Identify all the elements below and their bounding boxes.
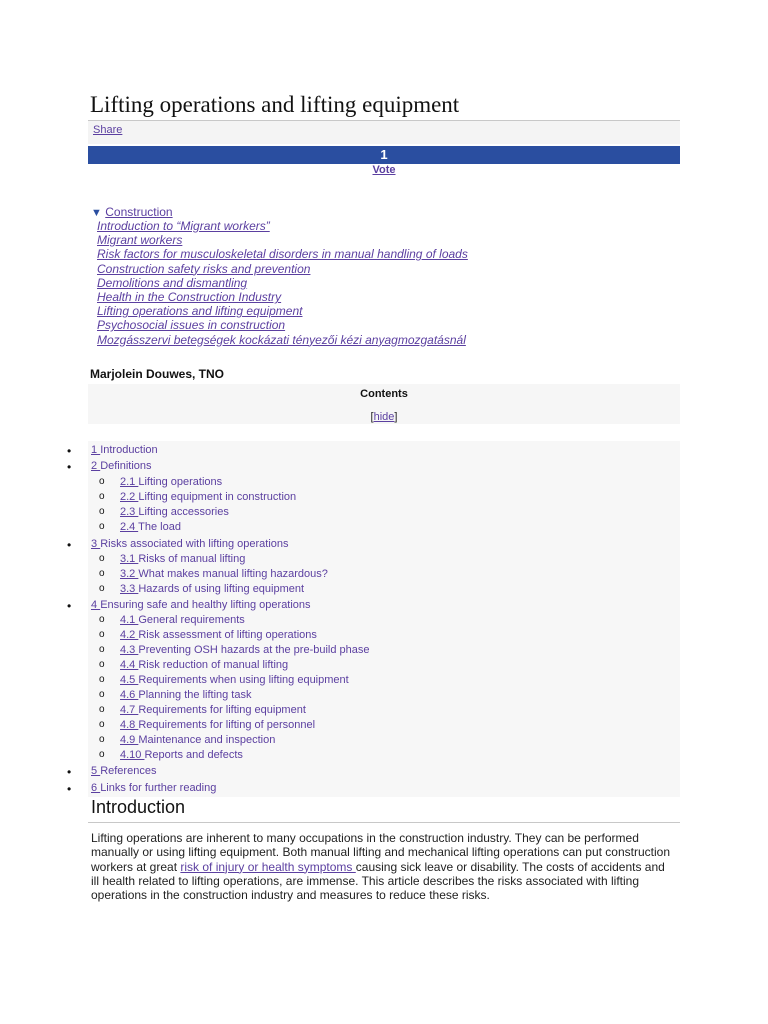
section-divider: [88, 822, 680, 823]
toc-number: 4.8: [120, 719, 139, 731]
toc-title: Contents: [360, 388, 408, 400]
toc-link[interactable]: [120, 734, 275, 746]
circle-bullet-icon: o: [99, 704, 105, 715]
toc-link[interactable]: [120, 749, 243, 761]
toc-number: 4.9: [120, 734, 139, 746]
toc-label: Maintenance and inspection: [138, 734, 276, 746]
toc-item: [0, 583, 768, 598]
section-heading-introduction: Introduction: [91, 797, 186, 817]
category-article-link[interactable]: Psychosocial issues in construction: [97, 318, 286, 333]
circle-bullet-icon: o: [99, 644, 105, 655]
toc-number: 2.3: [120, 506, 139, 518]
circle-bullet-icon: o: [99, 614, 105, 625]
toc-label: Lifting equipment in construction: [138, 491, 297, 503]
toc-number: 4.3: [120, 644, 139, 656]
share-link[interactable]: Share: [93, 124, 123, 136]
circle-bullet-icon: o: [99, 506, 105, 517]
toc-link[interactable]: [120, 689, 252, 701]
circle-bullet-icon: o: [99, 674, 105, 685]
toc-label: Planning the lifting task: [138, 689, 252, 701]
toc-number: 3.1: [120, 553, 139, 565]
toc-item: [0, 644, 768, 659]
toc-hide-link[interactable]: hide: [373, 411, 395, 423]
toc-item: [0, 521, 768, 536]
toc-link[interactable]: [120, 491, 296, 503]
circle-bullet-icon: o: [99, 719, 105, 730]
toc-label: Ensuring safe and healthy lifting operations: [100, 599, 311, 611]
risk-of-injury-link[interactable]: risk of injury or health symptoms: [180, 859, 356, 874]
toc-number: 4.10: [120, 749, 145, 761]
bracket-open: [: [370, 411, 374, 423]
toc-number: 4.4: [120, 659, 139, 671]
intro-text-after: causing sick leave or disability. The costs of accidents and ill health related to lifting operations, are immense. This article describes the risks associated with lifting operations in the construction industry and measures to reduce these risks.: [91, 859, 665, 903]
toc-number: 4.1: [120, 614, 139, 626]
toc-number: 4: [91, 599, 101, 611]
toc-link[interactable]: [120, 719, 315, 731]
triangle-down-icon: ▼: [91, 207, 102, 219]
toc-label: Definitions: [100, 460, 152, 472]
category-article-link[interactable]: Lifting operations and lifting equipment: [97, 304, 303, 319]
toc-link[interactable]: [120, 583, 304, 595]
toc-item: [0, 506, 768, 521]
toc-link[interactable]: [120, 629, 317, 641]
category-article-link[interactable]: Mozgásszervi betegségek kockázati tényezői kézi anyagmozgatásnál: [97, 332, 466, 347]
toc-label: Lifting accessories: [138, 506, 229, 518]
circle-bullet-icon: o: [99, 629, 105, 640]
circle-bullet-icon: o: [99, 491, 105, 502]
toc-item: [0, 689, 768, 704]
toc-link[interactable]: [120, 521, 181, 533]
bullet-icon: •: [67, 460, 72, 474]
toc-number: 2.1: [120, 476, 139, 488]
bullet-icon: •: [67, 782, 72, 796]
circle-bullet-icon: o: [99, 734, 105, 745]
toc-item: [0, 599, 768, 614]
circle-bullet-icon: o: [99, 568, 105, 579]
category-toggle[interactable]: [91, 205, 173, 219]
circle-bullet-icon: o: [99, 583, 105, 594]
toc-label: Risks of manual lifting: [138, 553, 246, 565]
intro-paragraph: [91, 831, 671, 902]
toc-number: 2.4: [120, 521, 139, 533]
toc-label: Requirements when using lifting equipment: [138, 674, 349, 686]
circle-bullet-icon: o: [99, 553, 105, 564]
vote-link[interactable]: Vote: [372, 164, 396, 176]
page-title: Lifting operations and lifting equipment: [90, 92, 460, 117]
circle-bullet-icon: o: [99, 659, 105, 670]
category-article-link[interactable]: Health in the Construction Industry: [97, 290, 282, 305]
toc-item: [0, 629, 768, 644]
toc-item: [0, 674, 768, 689]
toc-number: 1: [91, 444, 101, 456]
toc-item: [0, 659, 768, 674]
toc-label: Introduction: [100, 444, 158, 456]
toc-link[interactable]: [91, 444, 158, 456]
toc-label: Requirements for lifting equipment: [138, 704, 306, 716]
toc-item: [0, 734, 768, 749]
toc-label: Reports and defects: [144, 749, 243, 761]
toc-item: [0, 614, 768, 629]
toc-item: [0, 704, 768, 719]
toc-item: [0, 568, 768, 583]
bullet-icon: •: [67, 599, 72, 613]
toc-label: Preventing OSH hazards at the pre-build phase: [138, 644, 370, 656]
toc-item: [0, 460, 768, 475]
toc-number: 3: [91, 538, 101, 550]
toc-number: 6: [91, 782, 101, 794]
intro-text-before: Lifting operations are inherent to many occupations in the construction industry. They can be performed manually or using lifting equipment. Both manual lifting and mechanical lifting operations can put construction workers at great: [91, 831, 670, 874]
bullet-icon: •: [67, 765, 72, 779]
toc-link[interactable]: [91, 782, 216, 794]
toc-label: Risk reduction of manual lifting: [138, 659, 289, 671]
share-bar: [88, 121, 680, 144]
bracket-close: ]: [394, 411, 398, 423]
circle-bullet-icon: o: [99, 521, 105, 532]
category-article-link[interactable]: Demolitions and dismantling: [97, 275, 248, 290]
toc-number: 3.2: [120, 568, 139, 580]
toc-number: 5: [91, 765, 101, 777]
toc-item: [0, 553, 768, 568]
toc-item: [0, 719, 768, 734]
toc-number: 4.6: [120, 689, 139, 701]
category-article-link[interactable]: Migrant workers: [97, 233, 183, 248]
toc-label: Requirements for lifting of personnel: [138, 719, 316, 731]
toc-number: 4.2: [120, 629, 139, 641]
toc-link[interactable]: [120, 476, 222, 488]
category-article-link[interactable]: Introduction to “Migrant workers”: [97, 219, 270, 233]
toc-link[interactable]: [120, 506, 229, 518]
vote-container: [0, 164, 768, 176]
toc-link[interactable]: [120, 644, 370, 656]
toc-item: [0, 444, 768, 459]
author-byline: Marjolein Douwes, TNO: [90, 367, 225, 381]
toc-number: 2.2: [120, 491, 139, 503]
toc-item: [0, 749, 768, 764]
toc-number: 4.5: [120, 674, 139, 686]
category-link-construction[interactable]: Construction: [105, 205, 173, 219]
circle-bullet-icon: o: [99, 689, 105, 700]
toc-item: [0, 765, 768, 780]
toc-label: Lifting operations: [138, 476, 223, 488]
circle-bullet-icon: o: [99, 476, 105, 487]
toc-link[interactable]: [91, 599, 311, 611]
bullet-icon: •: [67, 444, 72, 458]
toc-link[interactable]: [120, 568, 328, 580]
toc-item: [0, 476, 768, 491]
toc-label: References: [100, 765, 157, 777]
toc-link[interactable]: [91, 460, 152, 472]
toc-item: [0, 491, 768, 506]
category-article-link[interactable]: Construction safety risks and prevention: [97, 261, 311, 276]
toc-link[interactable]: [120, 659, 288, 671]
bullet-icon: •: [67, 538, 72, 552]
toc-item: [0, 782, 768, 797]
toc-item: [0, 538, 768, 553]
toc-label: The load: [138, 521, 181, 533]
category-article-list: [97, 219, 468, 347]
toc-label: What makes manual lifting hazardous?: [138, 568, 328, 580]
toc-number: 3.3: [120, 583, 139, 595]
category-article-link[interactable]: Risk factors for musculoskeletal disorders in manual handling of loads: [97, 247, 468, 262]
toc-hide-control: [0, 411, 768, 423]
toc-number: 2: [91, 460, 101, 472]
circle-bullet-icon: o: [99, 749, 105, 760]
toc-link[interactable]: [120, 674, 349, 686]
toc-label: Links for further reading: [100, 782, 217, 794]
toc-link[interactable]: [120, 704, 306, 716]
vote-count-bar: 1: [88, 146, 680, 164]
toc-link[interactable]: [120, 614, 245, 626]
toc-label: Risks associated with lifting operations: [100, 538, 289, 550]
toc-label: Risk assessment of lifting operations: [138, 629, 317, 641]
toc-number: 4.7: [120, 704, 139, 716]
toc-link[interactable]: [91, 538, 289, 550]
toc-link[interactable]: [91, 765, 156, 777]
toc-link[interactable]: [120, 553, 245, 565]
toc-label: Hazards of using lifting equipment: [138, 583, 305, 595]
toc-label: General requirements: [138, 614, 245, 626]
